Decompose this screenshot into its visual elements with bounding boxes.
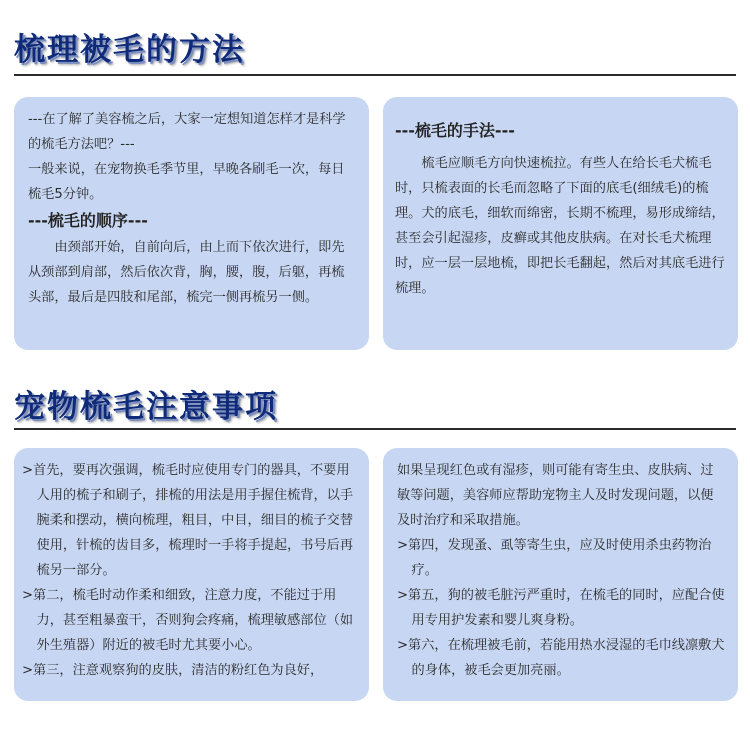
panel-notes-left <box>14 448 369 701</box>
note-item-third: >第三，注意观察狗的皮肤，清洁的粉红色为良好， <box>22 663 324 678</box>
technique-text: 梳毛应顺毛方向快速梳拉。有些人在给长毛犬梳毛时，只梳表面的长毛而忽略了下面的底毛(细绒毛)的梳理。犬的底毛，细软而绵密，长期不梳理，易形成缔结，甚至会引起湿疹，皮癣或其他皮肤病。在对长毛犬梳理时，应一层一层地梳，即把长毛翻起，然后对其底毛进行梳理。 <box>395 156 725 296</box>
order-heading: ---梳毛的顺序--- <box>28 211 148 230</box>
note-item-second: >第二，梳毛时动作柔和细致，注意力度，不能过于用力，甚至粗暴蛮干，否则狗会疼痛，梳理敏感部位（如外生殖器）附近的被毛时尤其要小心。 <box>22 588 354 653</box>
technique-heading: ---梳毛的手法--- <box>395 121 515 140</box>
note-continuation: 如果呈现红色或有湿疹，则可能有寄生虫、皮肤病、过敏等问题，美容师应帮助宠物主人及时发现问题，以便及时治疗和采取措施。 <box>397 463 714 528</box>
panel-grooming-technique <box>383 97 738 350</box>
note-item-fourth: >第四，发现蚤、虱等寄生虫，应及时使用杀虫药物治疗。 <box>397 538 712 578</box>
note-item-fifth: >第五，狗的被毛脏污严重时，在梳毛的同时，应配合使用专用护发素和婴儿爽身粉。 <box>397 588 725 628</box>
panel-notes-right <box>383 448 738 701</box>
intro-text: ---在了解了美容梳之后，大家一定想知道怎样才是科学的梳毛方法吧？--- <box>28 112 346 152</box>
order-text: 由颈部开始，自前向后，由上而下依次进行，即先从颈部到肩部，然后依次背，胸，腰，腹，后躯，再梳头部，最后是四肢和尾部，梳完一侧再梳另一侧。 <box>28 240 345 305</box>
note-item-first: >首先，要再次强调，梳毛时应使用专门的器具，不要用人用的梳子和刷子，排梳的用法是用手握住梳背，以手腕柔和摆动，横向梳理，粗目，中目，细目的梳子交替使用，针梳的齿目多，梳理时一手将手提起，书号后再梳另一部分。 <box>22 463 354 578</box>
section-title-grooming-methods: 梳理被毛的方法 <box>14 32 245 68</box>
note-item-sixth: >第六，在梳理被毛前，若能用热水浸湿的毛巾线凛敷犬的身体，被毛会更加亮丽。 <box>397 638 725 678</box>
general-text: 一般来说，在宠物换毛季节里，早晚各刷毛一次，每日梳毛5分钟。 <box>28 162 345 202</box>
panel-grooming-basics <box>14 97 369 350</box>
section-divider <box>14 74 736 76</box>
section-divider <box>14 428 736 430</box>
section-title-grooming-notes: 宠物梳毛注意事项 <box>14 389 278 425</box>
